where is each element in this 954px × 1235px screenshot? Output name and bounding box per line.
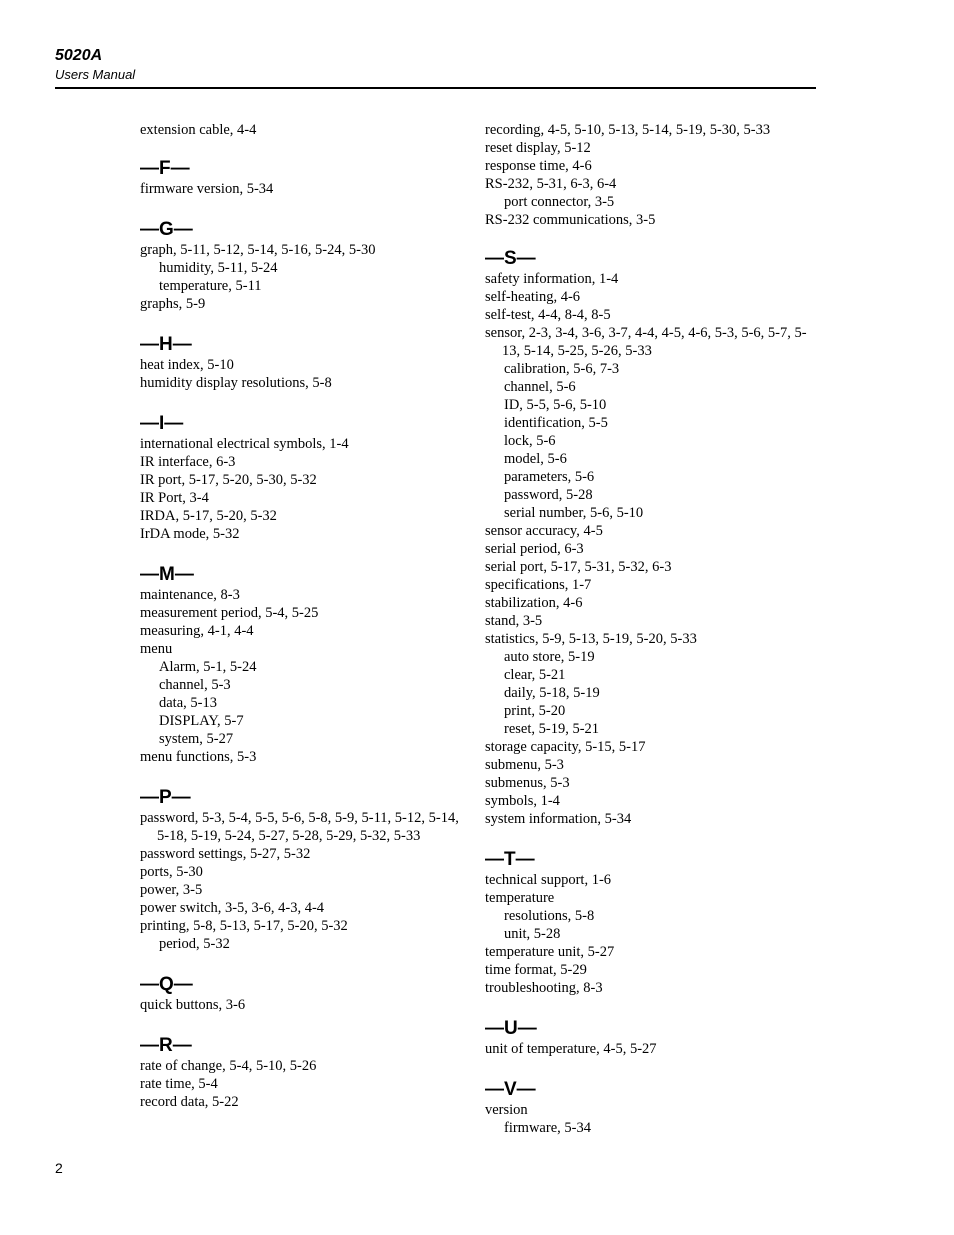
page-header [55, 47, 816, 83]
index-entry: graph, 5-11, 5-12, 5-14, 5-16, 5-24, 5-30 [140, 242, 376, 258]
index-subentry: ID, 5-5, 5-6, 5-10 [504, 397, 607, 413]
index-entry: measurement period, 5-4, 5-25 [140, 605, 319, 621]
section-letter-heading: —V— [485, 1079, 536, 1100]
index-entry: RS-232, 5-31, 6-3, 6-4 [485, 176, 617, 192]
index-subentry: auto store, 5-19 [504, 649, 595, 665]
index-entry: self-heating, 4-6 [485, 289, 581, 305]
index-subentry: identification, 5-5 [504, 415, 608, 431]
index-entry: recording, 4-5, 5-10, 5-13, 5-14, 5-19, 5-30, 5-33 [485, 122, 771, 138]
index-entry: record data, 5-22 [140, 1094, 239, 1110]
index-subentry: channel, 5-3 [159, 677, 231, 693]
section-letter-heading: —T— [485, 849, 535, 870]
index-entry: self-test, 4-4, 8-4, 8-5 [485, 307, 611, 323]
index-entry: menu functions, 5-3 [140, 749, 257, 765]
index-entry: symbols, 1-4 [485, 793, 560, 809]
index-entry: IR Port, 3-4 [140, 490, 209, 506]
index-section [140, 564, 470, 766]
page-number: 2 [55, 1160, 63, 1176]
index-subentry: data, 5-13 [159, 695, 217, 711]
section-letter-heading: —R— [140, 1035, 192, 1056]
index-subentry: DISPLAY, 5-7 [159, 713, 244, 729]
index-entry: time format, 5-29 [485, 962, 587, 978]
index-subentry: system, 5-27 [159, 731, 234, 747]
index-entry: temperature unit, 5-27 [485, 944, 615, 960]
index-entry: temperature [485, 890, 555, 906]
index-subentry: firmware, 5-34 [504, 1120, 591, 1136]
index-section [485, 849, 815, 997]
index-entry: version [485, 1102, 528, 1118]
index-entry: sensor accuracy, 4-5 [485, 523, 603, 539]
index-entry: sensor, 2-3, 3-4, 3-6, 3-7, 4-4, 4-5, 4-6, 5-3, 5-6, 5-7, 5-13, 5-14, 5-25, 5-26, 5-33 [485, 325, 807, 359]
index-entry: IR interface, 6-3 [140, 454, 236, 470]
index-section [140, 1035, 470, 1111]
index-subentry: channel, 5-6 [504, 379, 576, 395]
index-entry: extension cable, 4-4 [140, 122, 257, 138]
index-section [140, 413, 470, 543]
index-subentry: lock, 5-6 [504, 433, 556, 449]
section-letter-heading: —S— [485, 248, 536, 269]
index-entry: technical support, 1-6 [485, 872, 612, 888]
index-column-left [140, 121, 470, 1132]
index-section [485, 1079, 815, 1137]
index-entry: IR port, 5-17, 5-20, 5-30, 5-32 [140, 472, 317, 488]
index-entry: password settings, 5-27, 5-32 [140, 846, 311, 862]
index-entry: storage capacity, 5-15, 5-17 [485, 739, 646, 755]
section-letter-heading: —U— [485, 1018, 537, 1039]
index-subentry: port connector, 3-5 [504, 194, 615, 210]
index-entry: firmware version, 5-34 [140, 181, 274, 197]
index-subentry: temperature, 5-11 [159, 278, 262, 294]
index-entry: measuring, 4-1, 4-4 [140, 623, 254, 639]
index-entry: unit of temperature, 4-5, 5-27 [485, 1041, 657, 1057]
index-section [485, 121, 815, 229]
index-entry: international electrical symbols, 1-4 [140, 436, 349, 452]
index-subentry: daily, 5-18, 5-19 [504, 685, 600, 701]
index-entry: system information, 5-34 [485, 811, 632, 827]
index-subentry: resolutions, 5-8 [504, 908, 595, 924]
index-entry: specifications, 1-7 [485, 577, 592, 593]
index-subentry: serial number, 5-6, 5-10 [504, 505, 644, 521]
section-letter-heading: —F— [140, 158, 190, 179]
section-letter-heading: —G— [140, 219, 193, 240]
index-column-right [485, 121, 815, 1158]
section-letter-heading: —H— [140, 334, 192, 355]
index-subentry: unit, 5-28 [504, 926, 561, 942]
index-subentry: parameters, 5-6 [504, 469, 595, 485]
index-section [140, 158, 470, 198]
section-letter-heading: —Q— [140, 974, 193, 995]
index-entry: IRDA, 5-17, 5-20, 5-32 [140, 508, 277, 524]
index-entry: graphs, 5-9 [140, 296, 206, 312]
index-entry: maintenance, 8-3 [140, 587, 240, 603]
index-subentry: calibration, 5-6, 7-3 [504, 361, 620, 377]
index-entry: heat index, 5-10 [140, 357, 234, 373]
index-entry: response time, 4-6 [485, 158, 592, 174]
index-section [140, 219, 470, 313]
index-entry: printing, 5-8, 5-13, 5-17, 5-20, 5-32 [140, 918, 348, 934]
index-entry: stabilization, 4-6 [485, 595, 583, 611]
index-entry: menu [140, 641, 173, 657]
index-section [485, 1018, 815, 1058]
index-subentry: print, 5-20 [504, 703, 566, 719]
section-letter-heading: —P— [140, 787, 191, 808]
index-entry: serial port, 5-17, 5-31, 5-32, 6-3 [485, 559, 672, 575]
section-letter-heading: —I— [140, 413, 184, 434]
index-section [140, 334, 470, 392]
index-entry: submenu, 5-3 [485, 757, 564, 773]
index-entry: RS-232 communications, 3-5 [485, 212, 656, 228]
index-entry: submenus, 5-3 [485, 775, 570, 791]
index-entry: IrDA mode, 5-32 [140, 526, 240, 542]
index-entry: statistics, 5-9, 5-13, 5-19, 5-20, 5-33 [485, 631, 697, 647]
index-subentry: model, 5-6 [504, 451, 567, 467]
index-subentry: Alarm, 5-1, 5-24 [159, 659, 257, 675]
index-entry: power, 3-5 [140, 882, 203, 898]
index-entry: serial period, 6-3 [485, 541, 584, 557]
index-entry: quick buttons, 3-6 [140, 997, 246, 1013]
index-entry: ports, 5-30 [140, 864, 203, 880]
index-entry: humidity display resolutions, 5-8 [140, 375, 332, 391]
index-entry: password, 5-3, 5-4, 5-5, 5-6, 5-8, 5-9, 5-11, 5-12, 5-14, 5-18, 5-19, 5-24, 5-27, 5-28, 5-29, 5-32, 5-33 [140, 810, 459, 844]
index-entry: rate time, 5-4 [140, 1076, 218, 1092]
manual-subtitle: Users Manual [55, 67, 136, 82]
index-subentry: humidity, 5-11, 5-24 [159, 260, 278, 276]
index-section [140, 974, 470, 1014]
index-subentry: reset, 5-19, 5-21 [504, 721, 600, 737]
index-entry: stand, 3-5 [485, 613, 543, 629]
index-entry: power switch, 3-5, 3-6, 4-3, 4-4 [140, 900, 325, 916]
section-letter-heading: —M— [140, 564, 194, 585]
index-entry: troubleshooting, 8-3 [485, 980, 603, 996]
index-subentry: clear, 5-21 [504, 667, 566, 683]
index-section [140, 787, 470, 953]
header-rule [55, 87, 816, 89]
index-section [140, 121, 470, 139]
manual-model: 5020A [55, 47, 103, 64]
index-subentry: period, 5-32 [159, 936, 230, 952]
index-section [485, 248, 815, 828]
index-entry: reset display, 5-12 [485, 140, 591, 156]
index-entry: rate of change, 5-4, 5-10, 5-26 [140, 1058, 317, 1074]
index-entry: safety information, 1-4 [485, 271, 619, 287]
index-subentry: password, 5-28 [504, 487, 593, 503]
